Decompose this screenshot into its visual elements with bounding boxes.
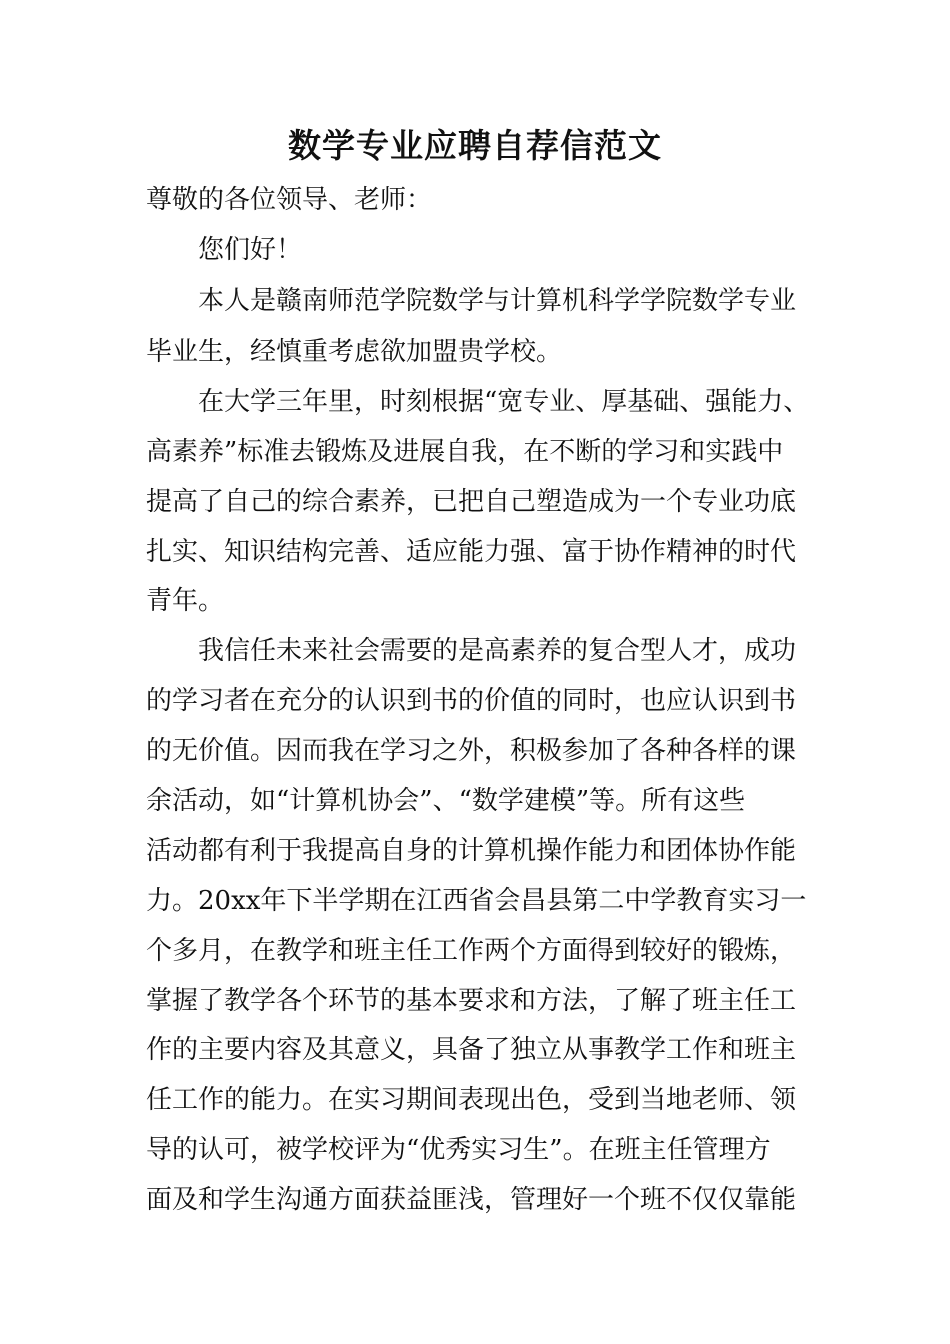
paragraph-line: 本人是赣南师范学院数学与计算机科学学院数学专业 [198,286,797,316]
paragraph-line: 导的认可，被学校评为“优秀实习生”。在班主任管理方 [146,1135,771,1165]
paragraph-line: 毕业生，经慎重考虑欲加盟贵学校。 [146,337,563,367]
paragraph-line: 活动都有利于我提高自身的计算机操作能力和团体协作能 [146,836,797,866]
paragraph-line: 高素养”标准去锻炼及进展自我，在不断的学习和实践中 [146,437,784,467]
paragraph-line: 任工作的能力。在实习期间表现出色，受到当地老师、领 [146,1085,797,1115]
paragraph-line: 余活动，如“计算机协会”、“数学建模”等。所有这些 [146,786,746,816]
paragraph-line: 提高了自己的综合素养，已把自己塑造成为一个专业功底 [146,487,797,517]
paragraph-line: 掌握了教学各个环节的基本要求和方法，了解了班主任工 [146,986,797,1016]
greeting: 您们好！ [198,235,303,265]
paragraph-line: 的学习者在充分的认识到书的价值的同时，也应认识到书 [146,686,797,716]
paragraph-line: 青年。 [146,586,225,616]
paragraph-line: 面及和学生沟通方面获益匪浅，管理好一个班不仅仅靠能 [146,1185,797,1215]
paragraph-line: 我信任未来社会需要的是高素养的复合型人才，成功 [198,636,797,666]
salutation: 尊敬的各位领导、老师： [146,185,433,215]
paragraph-line: 在大学三年里，时刻根据“宽专业、厚基础、强能力、 [198,387,810,417]
document-title: 数学专业应聘自荐信范文 [288,126,662,165]
paragraph-line: 力。20xx年下半学期在江西省会昌县第二中学教育实习一 [146,886,807,916]
paragraph-line: 的无价值。因而我在学习之外，积极参加了各种各样的课 [146,736,797,766]
paragraph-line: 扎实、知识结构完善、适应能力强、富于协作精神的时代 [146,537,797,567]
paragraph-line: 个多月，在教学和班主任工作两个方面得到较好的锻炼， [146,936,797,966]
paragraph-line: 作的主要内容及其意义，具备了独立从事教学工作和班主 [146,1035,797,1065]
